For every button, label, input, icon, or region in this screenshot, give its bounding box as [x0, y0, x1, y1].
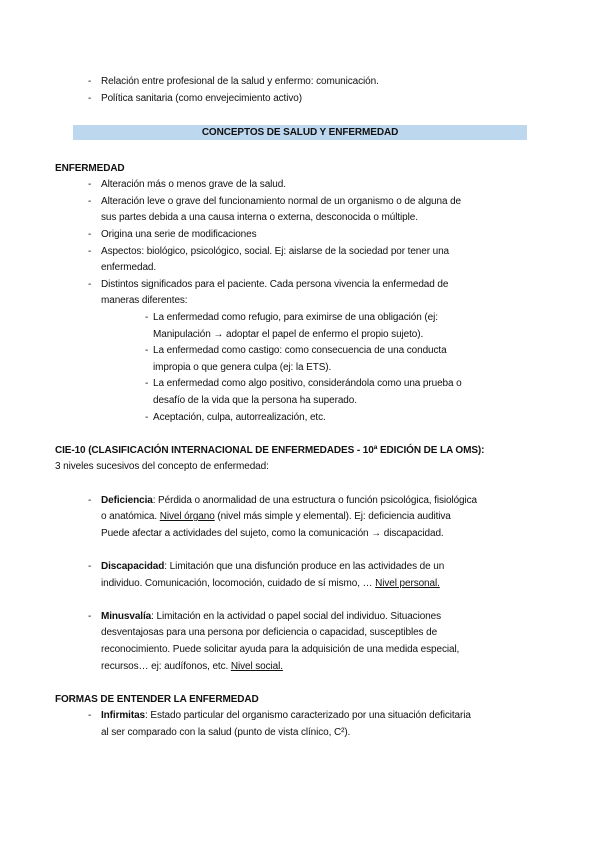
list-item-cont: Puede afectar a actividades del sujeto, como la comunicación → discapacidad. — [101, 527, 444, 539]
text: individuo. Comunicación, locomoción, cuidado de sí mismo, … — [101, 577, 376, 589]
text: recursos… ej: audífonos, etc. — [101, 660, 231, 672]
list-item-cont: maneras diferentes: — [101, 295, 188, 307]
list-item: - Origina una serie de modificaciones — [55, 227, 545, 244]
underlined-level: Nivel órgano — [159, 511, 215, 523]
list-item: - Relación entre profesional de la salud y enfermo: comunicación. — [55, 74, 535, 91]
list-item-cont: al ser comparado con la salud (punto de vista clínico, C²). — [101, 726, 351, 738]
text: : Limitación que una disfunción produce en las actividades de un — [164, 560, 445, 572]
list-item: - Alteración más o menos grave de la salud. — [55, 177, 545, 194]
list-item-infirmitas — [55, 708, 545, 725]
sub-list-item-cont: Manipulación → adoptar el papel de enfermo el propio sujeto). — [153, 328, 424, 340]
list-item-cont — [55, 659, 545, 676]
sub-list-item: - Aceptación, culpa, autorrealización, etc. — [55, 410, 545, 427]
list-item: - Política sanitaria (como envejecimiento activo) — [55, 91, 535, 108]
text: : Estado particular del organismo caracterizado por una situación deficitaria — [145, 710, 471, 722]
term: Deficiencia — [101, 494, 153, 506]
sub-list-item: - La enfermedad como algo positivo, considerándola como una prueba o — [55, 376, 545, 393]
list-item-deficiencia — [55, 493, 545, 510]
sub-list-item-cont: desafío de la vida que la persona ha superado. — [153, 395, 357, 406]
list-item-cont: sus partes debida a una causa interna o externa, desconocida o múltiple. — [101, 212, 418, 224]
sub-list-item: - La enfermedad como castigo: como consecuencia de una conducta — [55, 343, 545, 360]
underlined-level: Nivel personal. — [375, 577, 440, 589]
term: Discapacidad — [101, 560, 165, 572]
text: : Limitación en la actividad o papel social del individuo. Situaciones — [151, 610, 441, 622]
list-item-cont: enfermedad. — [101, 262, 157, 274]
list-item-minusvalia — [55, 609, 545, 626]
list-item-cont: desventajosas para una persona por deficiencia o capacidad, susceptibles de — [101, 627, 438, 639]
list-item: - Aspectos: biológico, psicológico, social. Ej: aislarse de la sociedad por tener una — [55, 244, 545, 261]
term: Infirmitas — [101, 710, 146, 722]
list-item-cont — [55, 576, 545, 593]
text: o anatómica. — [101, 511, 160, 523]
intro-list — [55, 74, 535, 107]
heading-formas: FORMAS DE ENTENDER LA ENFERMEDAD — [55, 693, 259, 705]
list-item: - Alteración leve o grave del funcionamiento normal de un organismo o de alguna de — [55, 194, 545, 211]
list-item: - Distintos significados para el paciente. Cada persona vivencia la enfermedad de — [55, 277, 545, 294]
heading-cie10: CIE-10 (CLASIFICACIÓN INTERNACIONAL DE ENFERMEDADES - 10ª EDICIÓN DE LA OMS): — [55, 444, 485, 456]
text: : Pérdida o anormalidad de una estructura o función psicológica, fisiológica — [152, 494, 477, 506]
list-item-cont: reconocimiento. Puede solicitar ayuda para la adquisición de una medida especial, — [101, 643, 460, 655]
section-banner: CONCEPTOS DE SALUD Y ENFERMEDAD — [73, 125, 527, 140]
term: Minusvalía — [101, 610, 152, 622]
document-body — [55, 161, 545, 742]
cie-intro: 3 niveles sucesivos del concepto de enfermedad: — [55, 461, 269, 473]
sub-list-item-cont: impropia o que genera culpa (ej: la ETS). — [153, 361, 332, 373]
list-item-cont — [55, 509, 545, 526]
underlined-level: Nivel social. — [230, 660, 283, 672]
list-item-discapacidad — [55, 559, 545, 576]
sub-list-item: - La enfermedad como refugio, para eximirse de una obligación (ej: — [55, 310, 545, 327]
heading-enfermedad: ENFERMEDAD — [55, 162, 125, 174]
text: (nivel más simple y elemental). Ej: deficiencia auditiva — [214, 511, 451, 523]
